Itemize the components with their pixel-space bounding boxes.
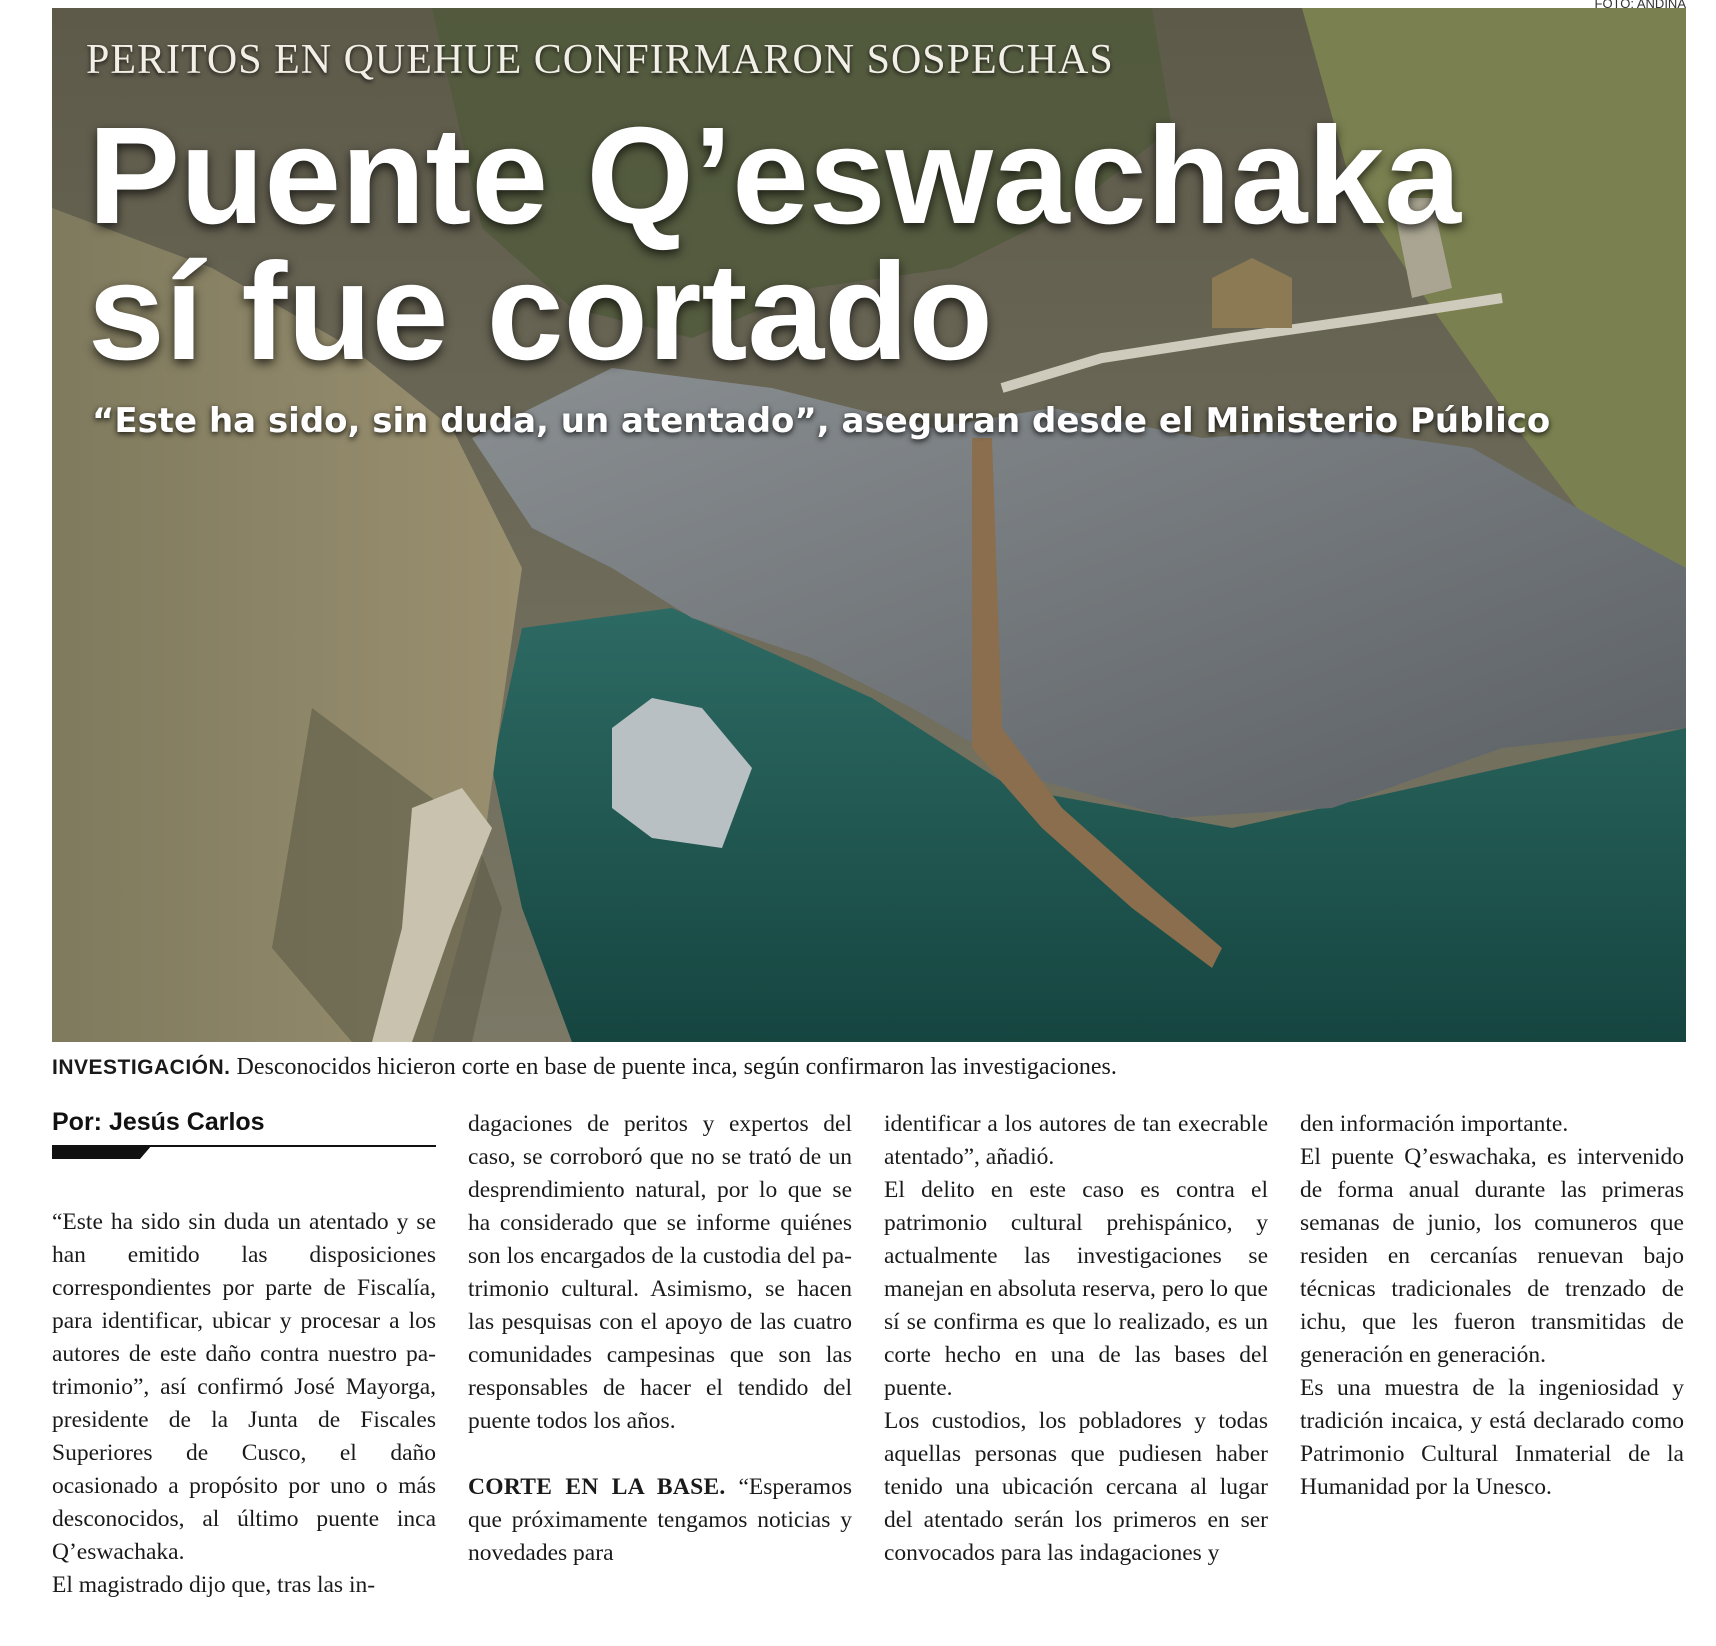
subhead: CORTE EN LA BASE. bbox=[468, 1474, 726, 1500]
kicker: PERITOS EN QUEHUE CONFIRMARON SOSPECHAS bbox=[86, 37, 1114, 83]
headline bbox=[88, 99, 1461, 389]
paragraph bbox=[468, 1471, 852, 1570]
byline: Por: Jesús Carlos bbox=[52, 1108, 265, 1136]
paragraph: Es una muestra de la ingeniosidad y tradición incaica, y está declarado como Patrimonio Cultural Inmaterial de la Humanidad por la Unesco. bbox=[1300, 1375, 1684, 1500]
hero-photo bbox=[52, 8, 1686, 1042]
paragraph: El delito en este caso es contra el patrimonio cultural prehispánico, y actualmente las investigaciones se manejan en absoluta reserva, pero lo que sí se confirma es que lo realizado, es un corte hecho en una de las bases del puente. bbox=[884, 1177, 1268, 1401]
article-column-1 bbox=[52, 1206, 436, 1602]
photo-credit: FOTO: ANDINA bbox=[1594, 0, 1686, 8]
headline-line-1: Puente Q’eswachaka bbox=[88, 99, 1461, 253]
headline-line-2: sí fue cortado bbox=[88, 235, 993, 389]
byline-rule-wedge bbox=[52, 1145, 436, 1161]
caption-text: Desconocidos hicieron corte en base de puente inca, según confirmaron las investigaciones. bbox=[230, 1054, 1117, 1080]
paragraph: Los custodios, los pobladores y todas aquellas personas que pudiesen haber tenido una ubicación cercana al lugar del atentado serán los primeros en ser convocados para las indagaciones y bbox=[884, 1408, 1268, 1566]
paragraph: den información importante. bbox=[1300, 1111, 1569, 1137]
paragraph: identificar a los autores de tan execrable atentado”, añadió. bbox=[884, 1111, 1268, 1170]
article-column-3 bbox=[884, 1108, 1268, 1570]
byline-rule bbox=[52, 1145, 436, 1161]
caption-label: INVESTIGACIÓN. bbox=[52, 1056, 231, 1079]
article-column-4 bbox=[1300, 1108, 1684, 1504]
paragraph: dagaciones de peritos y expertos del caso, se corroboró que no se trató de un desprendimiento natural, por lo que se ha considerado que se informe quiénes son los encargados de la custodia del patrimonio cultural. Asimismo, se hacen las pesquisas con el apoyo de las cuatro comunidades campesinas que son las responsables de hacer el tendido del puente todos los años. bbox=[468, 1111, 852, 1434]
paragraph: El magistrado dijo que, tras las in- bbox=[52, 1572, 376, 1598]
paragraph: “Este ha sido sin duda un atentado y se han emitido las disposiciones correspondientes por parte de Fiscalía, para identificar, ubicar y procesar a los autores de este daño contra nuestro patrimonio”, así confirmó José Mayorga, presidente de la Junta de Fiscales Superiores de Cusco, el daño ocasionado a propósito por uno o más desconocidos, al último puente inca Q’eswachaka. bbox=[52, 1209, 436, 1565]
paragraph-text: “Esperamos que próximamente tengamos noticias y novedades para bbox=[468, 1474, 852, 1566]
paragraph: El puente Q’eswachaka, es intervenido de forma anual durante las primeras semanas de junio, los comuneros que residen en cercanías renuevan bajo técnicas tradicionales de trenzado de ichu, que les fueron transmitidas de generación en generación. bbox=[1300, 1144, 1684, 1368]
photo-caption bbox=[52, 1054, 1686, 1081]
article-column-2 bbox=[468, 1108, 852, 1570]
deck: “Este ha sido, sin duda, un atentado”, aseguran desde el Ministerio Público bbox=[92, 401, 1551, 441]
